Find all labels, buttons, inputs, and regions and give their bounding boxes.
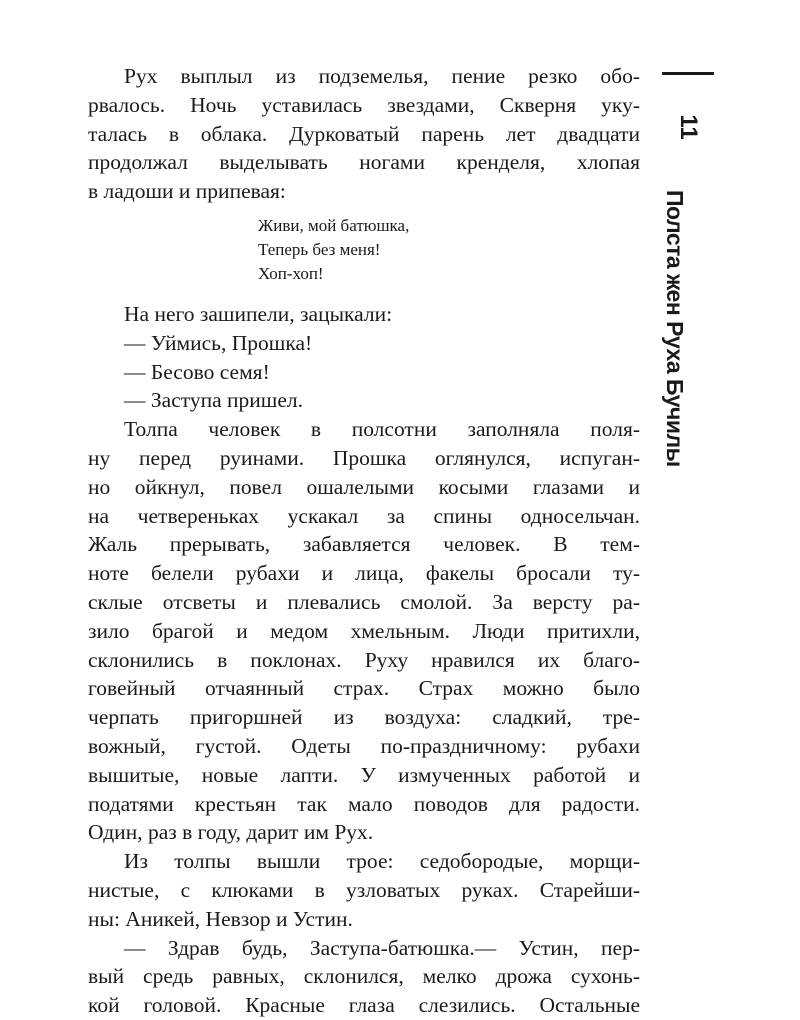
text-line: ноте белели рубахи и лица, факелы бросали ту- — [88, 561, 640, 586]
text-line: кой головой. Красные глаза слезились. Остальные — [88, 993, 640, 1018]
text-line: продолжал выделывать ногами кренделя, хлопая — [88, 150, 640, 175]
text-line: На него зашипели, зацыкали: — [124, 301, 393, 326]
dialog-line: — Бесово семя! — [124, 359, 270, 384]
text-line: но ойкнул, повел ошалелыми косыми глазами и — [88, 474, 640, 499]
paragraph-2 — [88, 415, 640, 847]
header-rule — [662, 72, 714, 75]
text-line: черпать пригоршней из воздуха: сладкий, тре- — [88, 705, 640, 730]
text-line: вожный, густой. Одеты по-праздничному: рубахи — [88, 733, 640, 758]
verse — [258, 214, 640, 286]
text-line: склые отсветы и плевались смолой. За версту ра- — [88, 589, 640, 614]
text-line: ну перед руинами. Прошка оглянулся, испуган- — [88, 445, 640, 470]
paragraph-3 — [88, 847, 640, 933]
paragraph-4 — [88, 934, 640, 1020]
text-line: нистые, с клюками в узловатых руках. Старейши- — [88, 877, 640, 902]
verse-line: Теперь без меня! — [258, 239, 381, 259]
paragraph-1 — [88, 62, 640, 206]
text-line: талась в облака. Дурковатый парень лет двадцати — [88, 121, 640, 146]
text-line: на четвереньках ускакал за спины односельчан. — [88, 503, 640, 528]
dialog-block — [88, 300, 640, 415]
dialog-line: — Заступа пришел. — [124, 388, 303, 413]
text-line: Из толпы вышли трое: седобородые, морщи- — [124, 849, 640, 874]
text-line: зило брагой и медом хмельным. Люди притихли, — [88, 618, 640, 643]
body-text — [88, 62, 640, 1020]
text-line: Один, раз в году, дарит им Рух. — [88, 820, 374, 845]
text-line: рвалось. Ночь уставилась звездами, Скверня уку- — [88, 92, 640, 117]
text-line: Толпа человек в полсотни заполняла поля- — [124, 417, 640, 442]
text-line: Рух выплыл из подземелья, пение резко обо- — [124, 64, 640, 88]
text-line: вый средь равных, склонился, мелко дрожа сухонь- — [88, 964, 640, 989]
text-line: ны: Аникей, Невзор и Устин. — [88, 906, 353, 931]
text-line: Жаль прерывать, забавляется человек. В тем- — [88, 532, 640, 557]
running-title: Полста жен Руха Бучилы — [662, 190, 688, 467]
verse-line: Живи, мой батюшка, — [258, 215, 410, 235]
text-line: вышитые, новые лапти. У измученных работой и — [88, 762, 640, 787]
page-number: 11 — [675, 114, 702, 140]
text-line: склонились в поклонах. Руху нравился их благо- — [88, 647, 640, 672]
dialog-line: — Уймись, Прошка! — [124, 330, 313, 355]
text-line: податями крестьян так мало поводов для радости. — [88, 791, 640, 816]
text-line: говейный отчаянный страх. Страх можно было — [88, 676, 640, 701]
verse-line: Хоп-хоп! — [258, 263, 324, 283]
text-line: — Здрав будь, Заступа-батюшка.— Устин, пер- — [124, 935, 640, 960]
text-line: в ладоши и припевая: — [88, 179, 286, 204]
